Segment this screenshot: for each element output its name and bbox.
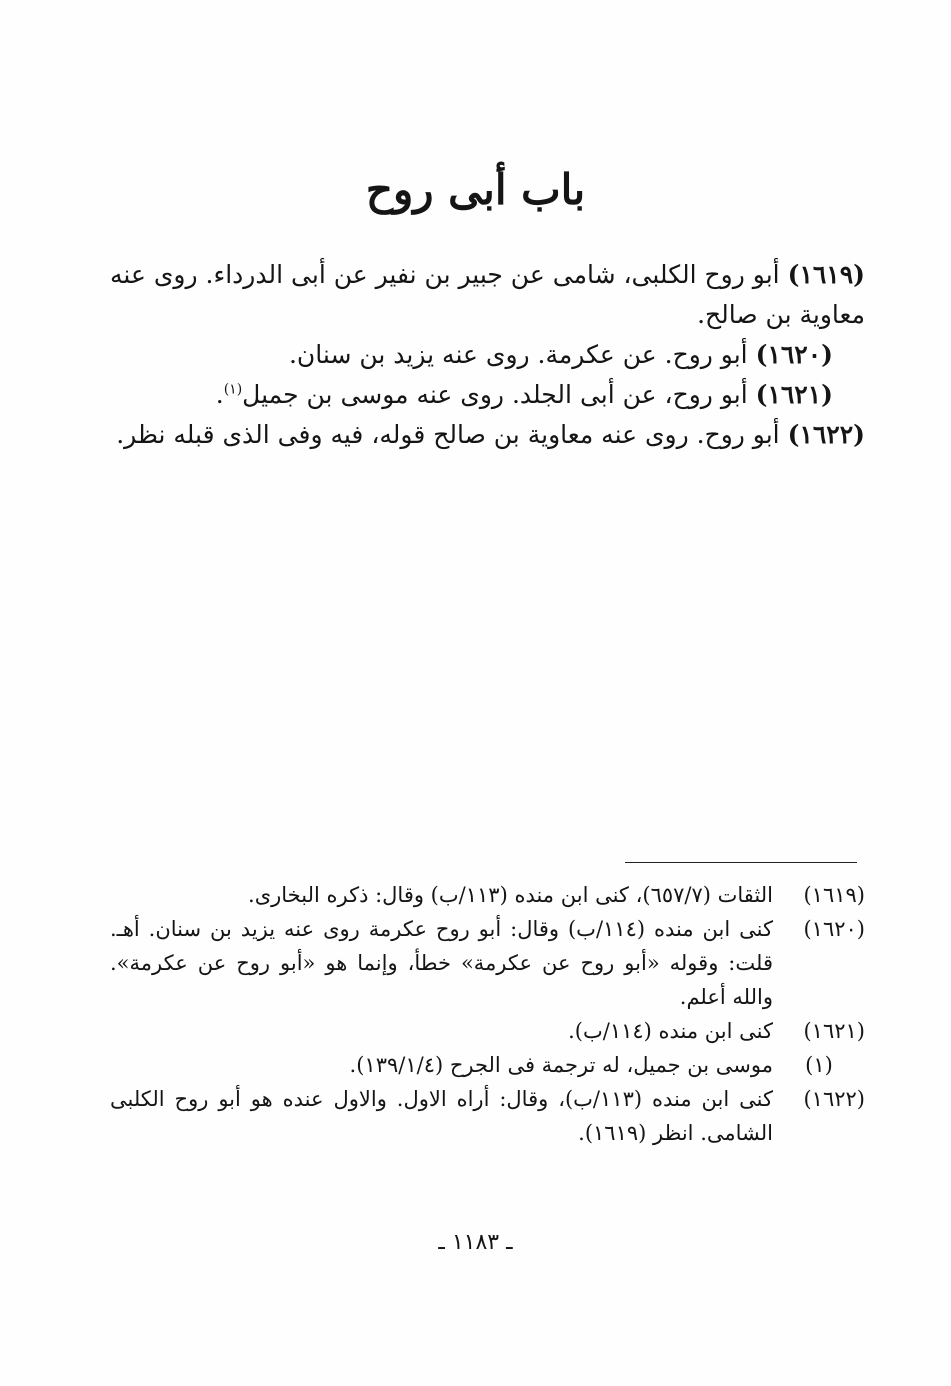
note-number: (١٦٢٠) [803,917,865,941]
note-number: (١٦٢٢) [803,1087,865,1111]
entry-trailing: . [215,380,224,409]
note-1619 [110,878,865,912]
page-number: ـ ١١٨٣ ـ [438,1230,513,1255]
note-number: (١٦١٩) [803,883,865,907]
entry-text: أبو روح. عن عكرمة. روى عنه يزيد بن سنان. [288,340,748,369]
entry-number: (١٦١٩) [787,260,865,289]
entry-text: أبو روح. روى عنه معاوية بن صالح قوله، فيه وفى الذى قبله نظر. [116,420,780,449]
entry-text: أبو روح، عن أبى الجلد. روى عنه موسى بن جميل [242,380,748,409]
footnote-divider [625,862,857,863]
note-number: (١) [805,1053,833,1077]
entry-text: أبو روح الكلبى، شامى عن جبير بن نفير عن أبى الدرداء. روى عنه معاوية بن صالح. [110,260,865,329]
note-1621 [110,1014,865,1048]
entry-1620 [110,335,865,375]
entry-number: (١٦٢١) [755,380,833,409]
note-1620 [110,912,865,1014]
note-1622 [110,1082,865,1150]
note-text: كنى ابن منده (١١٤/ب) وقال: أبو روح عكرمة روى عنه يزيد بن سنان. أهـ. قلت: وقوله «أبو روح عن عكرمة» خطأ، وإنما هو «أبو روح عن عكرمة». والله أعلم. [110,917,773,1009]
note-text: موسى بن جميل، له ترجمة فى الجرح (١٣٩/١/٤). [349,1053,773,1077]
entry-1619 [110,255,865,335]
note-text: الثقات (٦٥٧/٧)، كنى ابن منده (١١٣/ب) وقال: ذكره البخارى. [248,883,773,907]
main-text [110,255,865,455]
footnotes [110,878,865,1150]
entry-number: (١٦٢٠) [755,340,833,369]
entry-1622 [110,415,865,455]
footnote-reference: (١) [223,381,243,398]
chapter-title: باب أبى روح [365,165,586,214]
note-text: كنى ابن منده (١١٣/ب)، وقال: أراه الاول. والاول عنده هو أبو روح الكلبى الشامى. انظر (١٦١٩). [110,1087,773,1145]
note-number: (١٦٢١) [803,1019,865,1043]
entry-number: (١٦٢٢) [787,420,865,449]
note-footnote-1 [110,1048,865,1082]
note-text: كنى ابن منده (١١٤/ب). [568,1019,773,1043]
entry-1621 [110,375,865,415]
